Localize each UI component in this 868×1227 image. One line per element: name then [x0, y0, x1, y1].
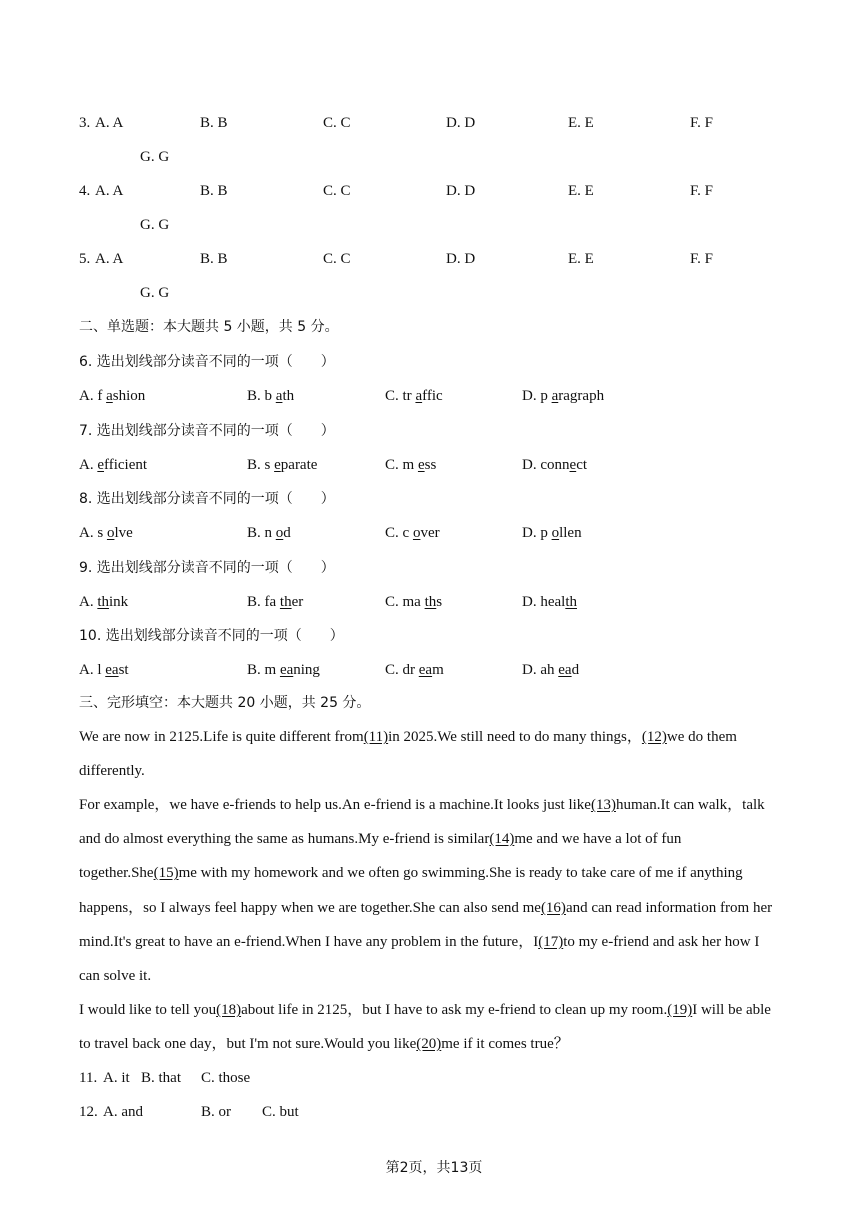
blank-number: (15)	[153, 865, 179, 881]
section-heading: 三、完形填空：本大题共 20 小题，共 25 分。	[79, 695, 371, 711]
option-label: A.	[79, 388, 98, 404]
passage-text: about life in 2125，but I have to ask my e-friend to clean up my room.	[241, 1002, 668, 1018]
question-number: 12.	[79, 1104, 98, 1120]
passage-line	[79, 1000, 791, 1020]
underlined-part: a	[106, 388, 113, 404]
passage-line	[79, 898, 791, 918]
option	[385, 455, 436, 475]
option-label: A.	[79, 456, 98, 473]
option: E. E	[568, 115, 594, 131]
option	[79, 455, 147, 475]
word-part: ma	[402, 593, 425, 610]
underlined-part: o	[551, 525, 560, 541]
underlined-part: o	[275, 525, 284, 541]
option-label: B.	[247, 388, 265, 404]
option: C. but	[262, 1104, 299, 1120]
option-label: C.	[385, 456, 403, 473]
word-part: ah	[540, 662, 559, 678]
passage-text: happens，so I always feel happy when we are together.She can also send me	[79, 900, 541, 916]
word-part: ragraph	[558, 388, 605, 404]
option-label: C.	[385, 662, 403, 678]
blank-number: (17)	[538, 934, 564, 950]
blank-number: (20)	[416, 1036, 442, 1052]
word-part: heal	[540, 593, 566, 610]
passage-text: me with my homework and we often go swimming.She is ready to take care of me if anything	[178, 865, 743, 881]
underlined-part: a	[275, 388, 283, 404]
word-part: s	[436, 593, 443, 610]
option-label: D.	[522, 662, 541, 678]
blank-number: (11)	[363, 729, 389, 745]
passage-line	[79, 829, 791, 849]
word-part: m	[432, 662, 444, 678]
option: A. and	[103, 1104, 143, 1120]
option: C. C	[323, 251, 351, 267]
option: D. D	[446, 183, 476, 199]
blank-number: (19)	[667, 1002, 693, 1018]
passage-line	[79, 727, 791, 747]
option: E. E	[568, 251, 594, 267]
option	[385, 592, 442, 612]
option-label: C.	[385, 388, 403, 404]
option: B. B	[200, 251, 228, 267]
underlined-part: a	[415, 388, 423, 404]
option-label: B.	[247, 662, 265, 678]
word-part: c	[402, 525, 413, 541]
underlined-part: th	[97, 593, 110, 610]
underlined-part: th	[424, 593, 437, 610]
word-part: f	[97, 388, 107, 404]
word-part: d	[283, 525, 291, 541]
blank-number: (16)	[540, 900, 566, 916]
word-part: m	[402, 456, 418, 473]
word-part: llen	[559, 525, 582, 541]
option	[522, 386, 604, 406]
blank-number: (13)	[590, 797, 616, 813]
question-number: 4.	[79, 183, 91, 199]
word-part: d	[571, 662, 580, 678]
option	[247, 386, 294, 406]
option: B. that	[141, 1070, 181, 1086]
word-part: ning	[293, 662, 320, 678]
word-part: parate	[280, 456, 318, 473]
option: G. G	[140, 217, 170, 233]
question-stem: 7. 选出划线部分读音不同的一项（ ）	[79, 422, 335, 439]
option-label: A.	[79, 525, 98, 541]
page-footer: 第2页，共13页	[385, 1160, 483, 1176]
passage-text: to travel back one day，but I'm not sure.Would you like	[79, 1036, 417, 1052]
question-stem: 6. 选出划线部分读音不同的一项（ ）	[79, 354, 335, 370]
word-part: b	[264, 388, 276, 404]
option-label: B.	[247, 456, 265, 473]
word-part: n	[264, 525, 276, 541]
word-part: s	[97, 525, 107, 541]
passage-text: human.It can walk，talk	[615, 797, 765, 813]
underlined-part: a	[551, 388, 559, 404]
blank-number: (18)	[216, 1002, 242, 1018]
underlined-part: e	[97, 456, 105, 473]
underlined-part: th	[565, 593, 577, 610]
word-part: ver	[420, 525, 440, 541]
underlined-part: th	[279, 593, 292, 610]
option: B. B	[200, 115, 228, 131]
option-label: B.	[247, 525, 265, 541]
passage-text: and do almost everything the same as humans.My e-friend is similar	[79, 831, 490, 847]
passage-text: to my e-friend and ask her how I	[563, 934, 760, 950]
underlined-part: e	[274, 456, 281, 473]
word-part: s	[264, 456, 275, 473]
option-label: A.	[79, 593, 98, 610]
passage-text: I will be able	[692, 1002, 771, 1018]
option	[522, 660, 579, 680]
underlined-part: o	[412, 525, 421, 541]
underlined-part: ea	[558, 662, 572, 678]
passage-line	[79, 795, 791, 815]
option: F. F	[690, 251, 713, 267]
underlined-part: e	[569, 456, 577, 473]
option	[79, 386, 145, 406]
word-part: th	[282, 388, 295, 404]
passage-line	[79, 761, 791, 781]
underlined-part: ea	[105, 662, 119, 678]
option	[79, 592, 128, 612]
question-stem: 10. 选出划线部分读音不同的一项（ ）	[79, 628, 344, 644]
option	[385, 660, 444, 680]
option	[385, 523, 440, 543]
question-number: 11.	[79, 1070, 98, 1086]
word-part: fficient	[104, 456, 148, 473]
option	[79, 523, 133, 543]
word-part: m	[264, 662, 280, 678]
passage-line	[79, 966, 791, 986]
word-part: st	[118, 662, 129, 678]
passage-text: can solve it.	[79, 968, 152, 984]
option: G. G	[140, 285, 170, 301]
passage-text: me if it comes true？	[441, 1036, 569, 1052]
word-part: dr	[402, 662, 419, 678]
word-part: ffic	[422, 388, 443, 404]
passage-line	[79, 932, 791, 952]
word-part: ink	[109, 593, 129, 610]
option	[247, 592, 303, 612]
word-part: lve	[114, 525, 133, 541]
underlined-part: e	[417, 456, 425, 473]
option	[522, 523, 582, 543]
option	[247, 455, 317, 475]
option: B. or	[201, 1104, 231, 1120]
passage-text: differently.	[79, 763, 145, 779]
option-label: D.	[522, 593, 541, 610]
passage-line	[79, 863, 791, 883]
passage-text: and can read information from her	[565, 900, 773, 916]
passage-line	[79, 1034, 791, 1054]
word-part: shion	[112, 388, 146, 404]
word-part: er	[291, 593, 304, 610]
option: F. F	[690, 115, 713, 131]
underlined-part: ea	[418, 662, 433, 678]
passage-text: me and we have a lot of fun	[514, 831, 682, 847]
question-number: 5.	[79, 251, 91, 267]
word-part: p	[540, 388, 552, 404]
passage-text: I would like to tell you	[79, 1002, 217, 1018]
word-part: fa	[264, 593, 280, 610]
option	[522, 455, 587, 475]
word-part: ss	[424, 456, 437, 473]
option: C. C	[323, 183, 351, 199]
passage-text: We are now in 2125.Life is quite different from	[79, 729, 364, 745]
underlined-part: ea	[279, 662, 294, 678]
option	[247, 523, 291, 543]
blank-number: (12)	[641, 729, 667, 745]
option: D. D	[446, 115, 476, 131]
option: A. it	[103, 1070, 130, 1086]
option: C. C	[323, 115, 351, 131]
passage-text: together.She	[79, 865, 154, 881]
question-stem: 9. 选出划线部分读音不同的一项（ ）	[79, 559, 335, 576]
section-heading: 二、单选题：本大题共 5 小题，共 5 分。	[79, 319, 339, 335]
word-part: tr	[402, 388, 416, 404]
option-label: A.	[79, 662, 98, 678]
option-label: D.	[522, 388, 541, 404]
option-label: D.	[522, 456, 541, 473]
option-label: D.	[522, 525, 541, 541]
option: A. A	[95, 115, 124, 131]
question-stem: 8. 选出划线部分读音不同的一项（ ）	[79, 491, 335, 507]
option	[247, 660, 320, 680]
option	[79, 660, 129, 680]
option: G. G	[140, 149, 170, 165]
option: D. D	[446, 251, 476, 267]
option-label: C.	[385, 525, 403, 541]
passage-text: in 2025.We still need to do many things，	[388, 729, 642, 745]
passage-text: we do them	[666, 729, 737, 745]
option: A. A	[95, 251, 124, 267]
word-part: p	[540, 525, 552, 541]
passage-text: For example，we have e-friends to help us.An e-friend is a machine.It looks just like	[79, 797, 591, 813]
passage-text: mind.It's great to have an e-friend.When I have any problem in the future，I	[79, 934, 539, 950]
option: E. E	[568, 183, 594, 199]
option-label: C.	[385, 593, 403, 610]
word-part: ct	[576, 456, 588, 473]
word-part: conn	[540, 456, 570, 473]
option: F. F	[690, 183, 713, 199]
underlined-part: o	[106, 525, 115, 541]
option: A. A	[95, 183, 124, 199]
option	[385, 386, 443, 406]
option-label: B.	[247, 593, 265, 610]
option	[522, 592, 577, 612]
word-part: l	[97, 662, 106, 678]
option: C. those	[201, 1070, 251, 1086]
question-number: 3.	[79, 115, 91, 131]
option: B. B	[200, 183, 228, 199]
blank-number: (14)	[489, 831, 515, 847]
